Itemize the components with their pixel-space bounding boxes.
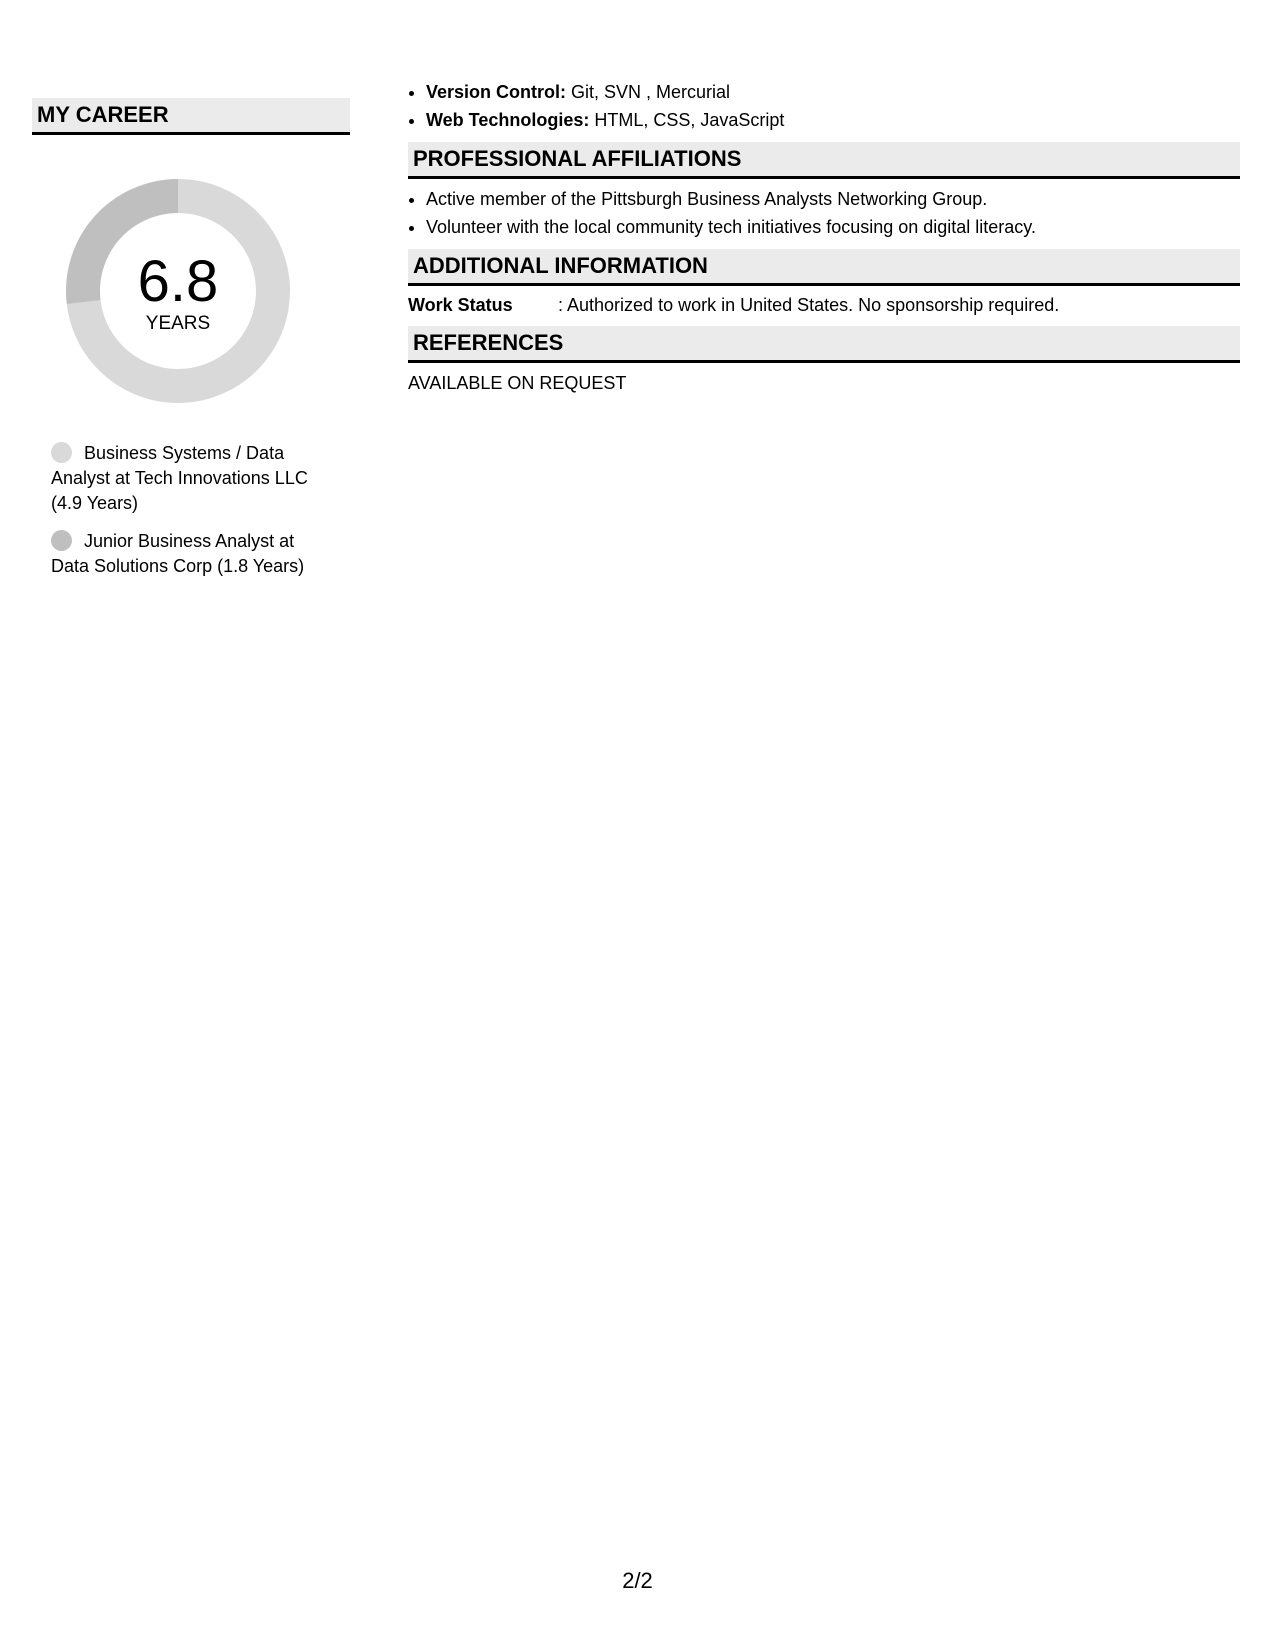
total-years-unit: YEARS [145,313,211,334]
work-status-value: : Authorized to work in United States. No sponsorship required. [558,295,1060,315]
legend-dot-icon [51,442,72,463]
legend-item [51,529,331,579]
legend-label: Junior Business Analyst at Data Solutions Corp (1.8 Years) [51,531,305,576]
donut-center [64,177,292,405]
skill-value: HTML, CSS, JavaScript [589,110,785,130]
career-legend [51,441,350,579]
skill-label: Version Control: [426,82,567,102]
legend-dot-icon [51,530,72,551]
skill-item [426,106,1240,134]
total-years-value: 6.8 [137,249,219,314]
main-column [408,78,1240,397]
affiliation-item: • Volunteer with the local community tech initiatives focusing on digital literacy. [426,213,1240,241]
skill-item [426,78,1240,106]
affiliations-header: PROFESSIONAL AFFILIATIONS [408,142,1240,179]
skills-list [408,78,1240,134]
work-status-row [408,290,1240,320]
career-sidebar [32,98,350,592]
skill-label: Web Technologies: [426,110,590,130]
skill-value: Git, SVN , Mercurial [566,82,731,102]
references-text: AVAILABLE ON REQUEST [408,373,627,393]
career-donut-chart [64,177,292,405]
legend-label: Business Systems / Data Analyst at Tech Innovations LLC (4.9 Years) [51,443,308,513]
my-career-header: MY CAREER [32,98,350,135]
page-number: 2/2 [622,1568,653,1593]
affiliation-item: • Active member of the Pittsburgh Business Analysts Networking Group. [426,185,1240,213]
affiliations-list [408,185,1240,241]
legend-item [51,441,331,516]
work-status-label: Work Status [408,295,513,315]
references-header: REFERENCES [408,326,1240,363]
additional-info-header: ADDITIONAL INFORMATION [408,249,1240,286]
